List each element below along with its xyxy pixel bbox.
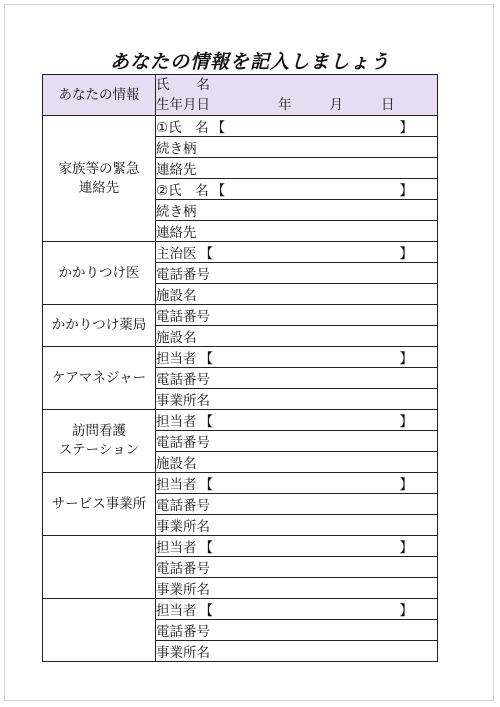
service-person-field[interactable] xyxy=(156,473,438,494)
extra1-office-field[interactable] xyxy=(156,578,438,599)
pharmacy-phone-field[interactable] xyxy=(156,305,438,326)
section-label-blank-1[interactable] xyxy=(43,536,156,599)
family-label-line2: 連絡先 xyxy=(78,179,120,196)
family-2-name-label: ②氏 名 xyxy=(156,183,209,199)
day-label: 日 xyxy=(381,97,395,113)
service-office-label: 事業所名 xyxy=(156,519,210,535)
month-label: 月 xyxy=(329,97,343,113)
family-1-relation-field[interactable] xyxy=(156,137,438,158)
extra1-phone-field[interactable] xyxy=(156,557,438,578)
section-label-visiting-nursing xyxy=(43,410,156,473)
doctor-phone-label: 電話番号 xyxy=(156,267,210,283)
service-person-label: 担当者 xyxy=(156,477,197,493)
doctor-facility-field[interactable] xyxy=(156,284,438,305)
caremanager-phone-label: 電話番号 xyxy=(156,372,210,388)
extra2-phone-field[interactable] xyxy=(156,620,438,641)
service-office-field[interactable] xyxy=(156,515,438,536)
service-phone-label: 電話番号 xyxy=(156,498,210,514)
doctor-name-label: 主治医 xyxy=(156,246,197,262)
family-1-name-label: ①氏 名 xyxy=(156,120,209,136)
extra1-office-label: 事業所名 xyxy=(156,582,210,598)
doctor-name-field[interactable] xyxy=(156,242,438,263)
caremanager-phone-field[interactable] xyxy=(156,368,438,389)
extra2-person-field[interactable] xyxy=(156,599,438,620)
bracket-open: 【 xyxy=(211,183,226,199)
family-label-line1: 家族等の緊急 xyxy=(58,160,140,177)
nursing-person-field[interactable] xyxy=(156,410,438,431)
nursing-label-line1: 訪問看護 xyxy=(72,423,126,439)
bracket-close: 】 xyxy=(399,351,413,367)
nursing-phone-label: 電話番号 xyxy=(156,435,210,451)
extra2-phone-label: 電話番号 xyxy=(156,624,210,640)
section-label-family-doctor: かかりつけ医 xyxy=(43,242,156,305)
bracket-open: 【 xyxy=(199,477,213,493)
nursing-person-label: 担当者 xyxy=(156,414,197,430)
caremanager-office-field[interactable] xyxy=(156,389,438,410)
bracket-close: 】 xyxy=(399,477,413,493)
birthdate-label: 生年月日 xyxy=(156,97,210,113)
bracket-close: 】 xyxy=(399,540,413,556)
extra1-person-label: 担当者 xyxy=(156,540,197,556)
extra2-person-label: 担当者 xyxy=(156,603,197,619)
section-label-blank-2[interactable] xyxy=(43,599,156,662)
caremanager-office-label: 事業所名 xyxy=(156,393,210,409)
caremanager-person-label: 担当者 xyxy=(156,351,197,367)
family-1-relation-label: 続き柄 xyxy=(156,141,197,157)
pharmacy-facility-label: 施設名 xyxy=(156,330,197,346)
birthdate-field[interactable] xyxy=(156,95,437,115)
year-label: 年 xyxy=(278,97,292,113)
name-label: 氏 名 xyxy=(156,77,210,93)
nursing-label-line2: ステーション xyxy=(58,442,140,458)
family-2-name-field[interactable] xyxy=(156,179,438,200)
extra2-office-label: 事業所名 xyxy=(156,645,210,661)
bracket-close: 】 xyxy=(399,603,413,619)
bracket-open: 【 xyxy=(199,540,213,556)
family-1-contact-field[interactable] xyxy=(156,158,438,179)
bracket-open: 【 xyxy=(199,414,213,430)
section-label-family-contact xyxy=(43,116,156,242)
service-phone-field[interactable] xyxy=(156,494,438,515)
bracket-close: 】 xyxy=(399,246,413,262)
doctor-facility-label: 施設名 xyxy=(156,288,197,304)
name-field[interactable] xyxy=(156,75,437,95)
section-label-care-manager: ケアマネジャー xyxy=(43,347,156,410)
family-2-contact-label: 連絡先 xyxy=(156,225,197,241)
family-1-name-field[interactable] xyxy=(156,116,438,137)
bracket-open: 【 xyxy=(199,246,213,262)
section-label-pharmacy: かかりつけ薬局 xyxy=(43,305,156,347)
section-label-service-provider: サービス事業所 xyxy=(43,473,156,536)
family-2-relation-label: 続き柄 xyxy=(156,204,197,220)
family-2-relation-field[interactable] xyxy=(156,200,438,221)
bracket-close: 】 xyxy=(399,183,413,199)
family-2-contact-field[interactable] xyxy=(156,221,438,242)
nursing-facility-field[interactable] xyxy=(156,452,438,473)
pharmacy-phone-label: 電話番号 xyxy=(156,309,210,325)
pharmacy-facility-field[interactable] xyxy=(156,326,438,347)
bracket-open: 【 xyxy=(199,351,213,367)
extra2-office-field[interactable] xyxy=(156,641,438,662)
bracket-close: 】 xyxy=(399,414,413,430)
family-1-contact-label: 連絡先 xyxy=(156,162,197,178)
bracket-close: 】 xyxy=(399,120,413,136)
bracket-open: 【 xyxy=(199,603,213,619)
bracket-open: 【 xyxy=(211,120,226,136)
page-title: あなたの情報を記入しましょう xyxy=(109,51,390,73)
your-info-fields xyxy=(156,75,438,116)
extra1-person-field[interactable] xyxy=(156,536,438,557)
caremanager-person-field[interactable] xyxy=(156,347,438,368)
extra1-phone-label: 電話番号 xyxy=(156,561,210,577)
nursing-phone-field[interactable] xyxy=(156,431,438,452)
doctor-phone-field[interactable] xyxy=(156,263,438,284)
section-label-your-info: あなたの情報 xyxy=(43,75,156,116)
nursing-facility-label: 施設名 xyxy=(156,456,197,472)
info-form-table xyxy=(42,74,438,662)
